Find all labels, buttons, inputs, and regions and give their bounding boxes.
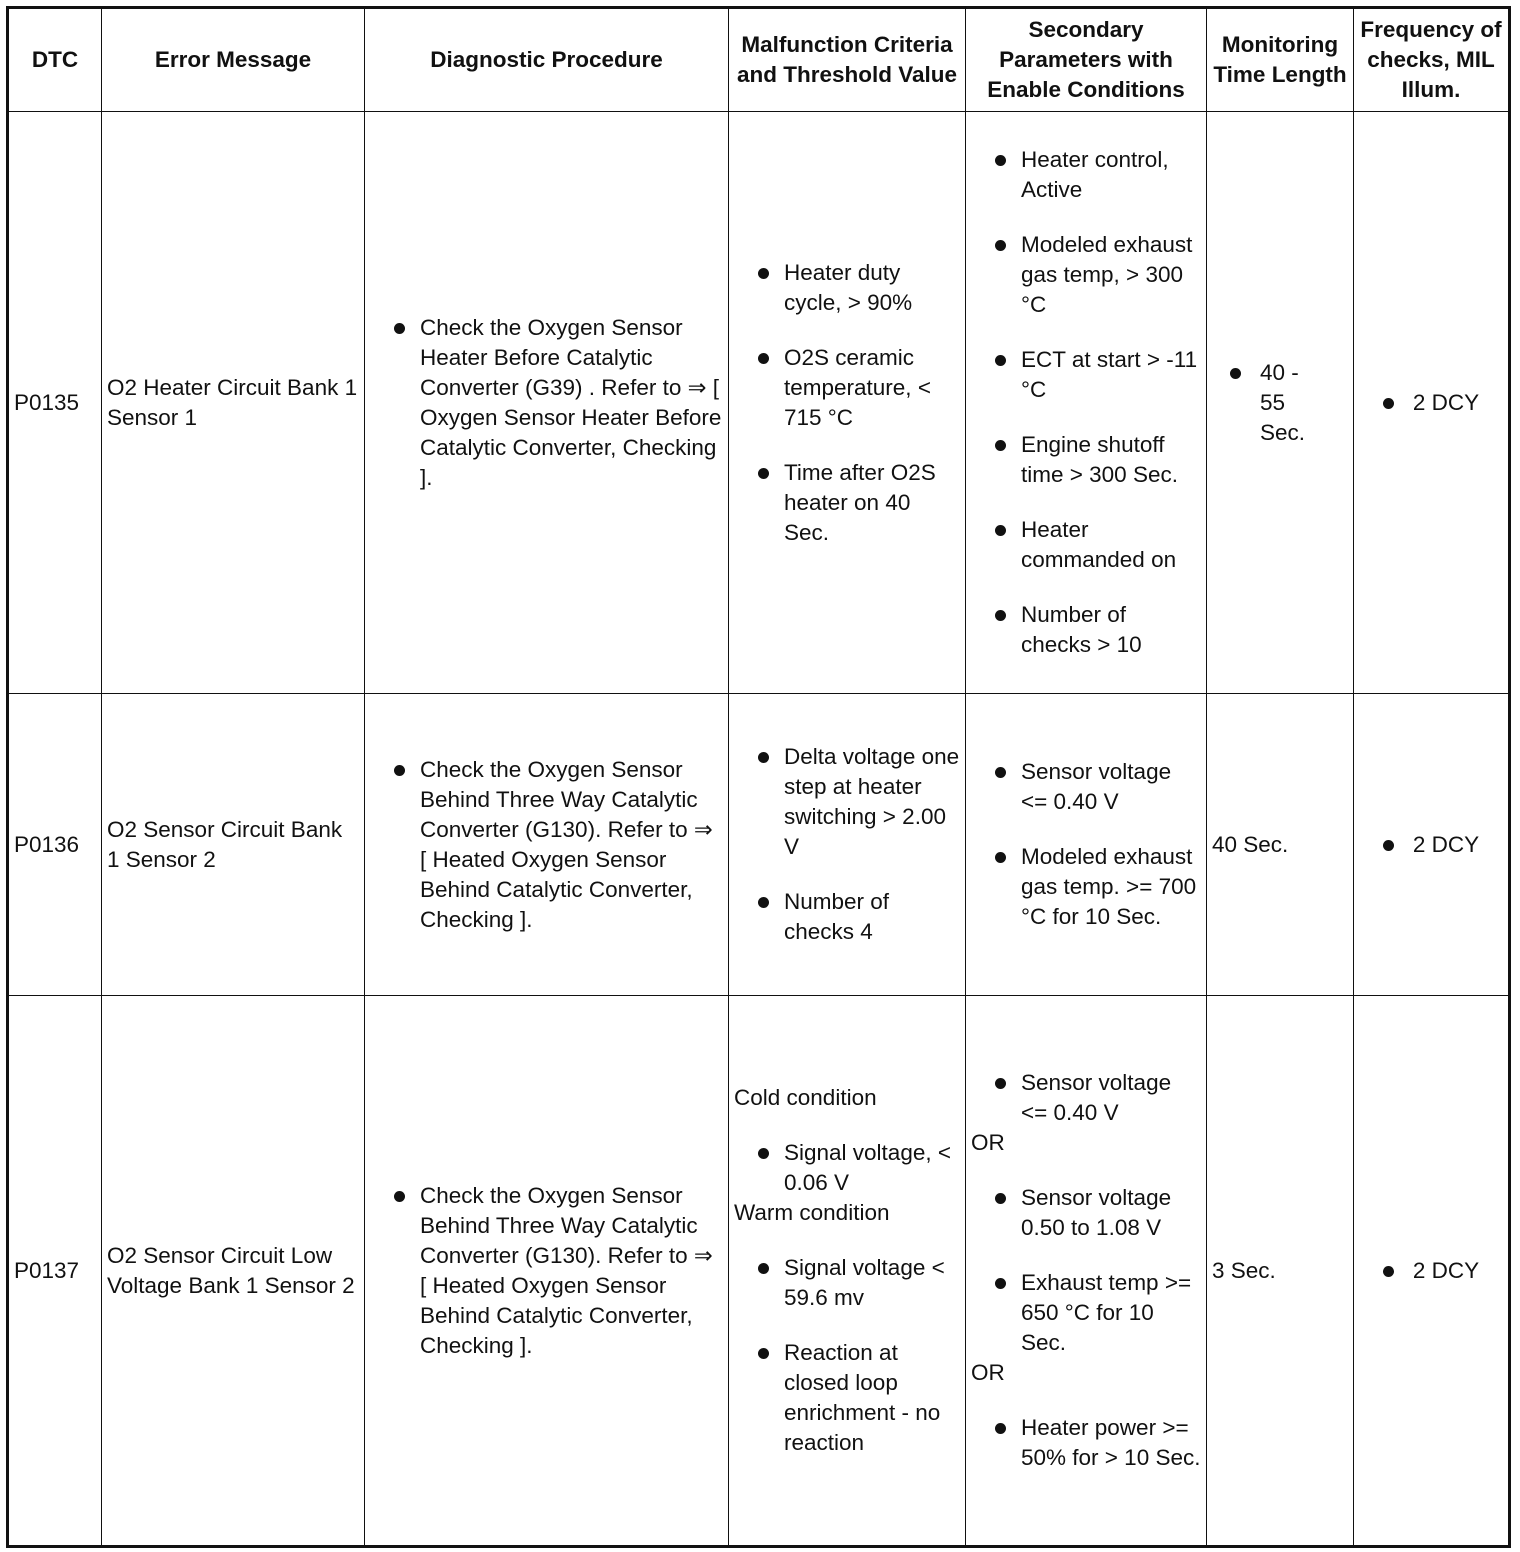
secondary-parameters: [966, 694, 1207, 996]
dtc-code: P0136: [8, 694, 102, 996]
secondary-item: Sensor voltage <= 0.40 V: [971, 757, 1201, 817]
secondary-list-c: [971, 1413, 1201, 1473]
header-dtc: DTC: [8, 8, 102, 112]
malfunction-criteria: [729, 694, 966, 996]
warm-condition-label: Warm condition: [734, 1200, 890, 1225]
dtc-code: P0135: [8, 112, 102, 694]
secondary-list: [971, 757, 1201, 932]
criteria-list: [734, 258, 960, 548]
warm-criteria-list: [734, 1253, 960, 1458]
frequency: [1354, 996, 1510, 1547]
header-row: [8, 8, 1510, 112]
cold-condition-label: Cold condition: [734, 1085, 877, 1110]
secondary-item: Heater control, Active: [971, 145, 1201, 205]
table-row: [8, 112, 1510, 694]
cold-criteria-list: [734, 1138, 960, 1198]
dtc-table: [6, 6, 1511, 1548]
secondary-item: Exhaust temp >= 650 °C for 10 Sec.: [971, 1268, 1201, 1358]
secondary-parameters: [966, 996, 1207, 1547]
procedure-item: Check the Oxygen Sensor Heater Before Catalytic Converter (G39) . Refer to ⇒ [ Oxygen Sensor Heater Before Catalytic Converter, Checking ].: [370, 313, 723, 493]
table-row: [8, 694, 1510, 996]
secondary-list-a: [971, 1068, 1201, 1128]
procedure-list: [370, 1181, 723, 1361]
frequency-value: 2 DCY: [1383, 830, 1479, 860]
secondary-parameters: [966, 112, 1207, 694]
criteria-item: Signal voltage < 59.6 mv: [734, 1253, 960, 1313]
monitoring-time: 40 Sec.: [1207, 694, 1354, 996]
dtc-code: P0137: [8, 996, 102, 1547]
error-message: O2 Heater Circuit Bank 1 Sensor 1: [102, 112, 365, 694]
secondary-item: Engine shutoff time > 300 Sec.: [971, 430, 1201, 490]
criteria-item: Delta voltage one step at heater switching > 2.00 V: [734, 742, 960, 862]
monitoring-time: 3 Sec.: [1207, 996, 1354, 1547]
criteria-item: Reaction at closed loop enrichment - no reaction: [734, 1338, 960, 1458]
criteria-item: Heater duty cycle, > 90%: [734, 258, 960, 318]
header-error-message: Error Message: [102, 8, 365, 112]
header-secondary-parameters: Secondary Parameters with Enable Conditions: [966, 8, 1207, 112]
secondary-item: Sensor voltage <= 0.40 V: [971, 1068, 1201, 1128]
header-monitoring-time: Monitoring Time Length: [1207, 8, 1354, 112]
secondary-item: Modeled exhaust gas temp, > 300 °C: [971, 230, 1201, 320]
frequency: [1354, 694, 1510, 996]
error-message: O2 Sensor Circuit Bank 1 Sensor 2: [102, 694, 365, 996]
procedure-item: Check the Oxygen Sensor Behind Three Way Catalytic Converter (G130). Refer to ⇒ [ Heated Oxygen Sensor Behind Catalytic Converter, Checking ].: [370, 1181, 723, 1361]
diagnostic-procedure: [365, 694, 729, 996]
malfunction-criteria: [729, 996, 966, 1547]
secondary-item: Modeled exhaust gas temp. >= 700 °C for 10 Sec.: [971, 842, 1201, 932]
diagnostic-procedure: [365, 112, 729, 694]
header-diagnostic-procedure: Diagnostic Procedure: [365, 8, 729, 112]
secondary-item: Number of checks > 10: [971, 600, 1201, 660]
header-malfunction-criteria: Malfunction Criteria and Threshold Value: [729, 8, 966, 112]
secondary-list: [971, 145, 1201, 660]
secondary-list-b: [971, 1183, 1201, 1358]
frequency-value: 2 DCY: [1383, 388, 1479, 418]
frequency: [1354, 112, 1510, 694]
table-header: [8, 8, 1510, 112]
monitoring-value: 40 - 55 Sec.: [1230, 358, 1330, 448]
procedure-list: [370, 313, 723, 493]
or-separator: OR: [971, 1130, 1005, 1155]
frequency-value: 2 DCY: [1383, 1256, 1479, 1286]
secondary-item: Heater power >= 50% for > 10 Sec.: [971, 1413, 1201, 1473]
header-frequency: Frequency of checks, MIL Illum.: [1354, 8, 1510, 112]
criteria-list: [734, 742, 960, 947]
diagnostic-procedure: [365, 996, 729, 1547]
secondary-item: Sensor voltage 0.50 to 1.08 V: [971, 1183, 1201, 1243]
table-row: [8, 996, 1510, 1547]
secondary-item: ECT at start > -11 °C: [971, 345, 1201, 405]
criteria-item: O2S ceramic temperature, < 715 °C: [734, 343, 960, 433]
monitoring-time: [1207, 112, 1354, 694]
procedure-item: Check the Oxygen Sensor Behind Three Way Catalytic Converter (G130). Refer to ⇒ [ Heated Oxygen Sensor Behind Catalytic Converter, Checking ].: [370, 755, 723, 935]
procedure-list: [370, 755, 723, 935]
criteria-item: Number of checks 4: [734, 887, 960, 947]
malfunction-criteria: [729, 112, 966, 694]
criteria-item: Signal voltage, < 0.06 V: [734, 1138, 960, 1198]
error-message: O2 Sensor Circuit Low Voltage Bank 1 Sensor 2: [102, 996, 365, 1547]
criteria-item: Time after O2S heater on 40 Sec.: [734, 458, 960, 548]
secondary-item: Heater commanded on: [971, 515, 1201, 575]
or-separator: OR: [971, 1360, 1005, 1385]
